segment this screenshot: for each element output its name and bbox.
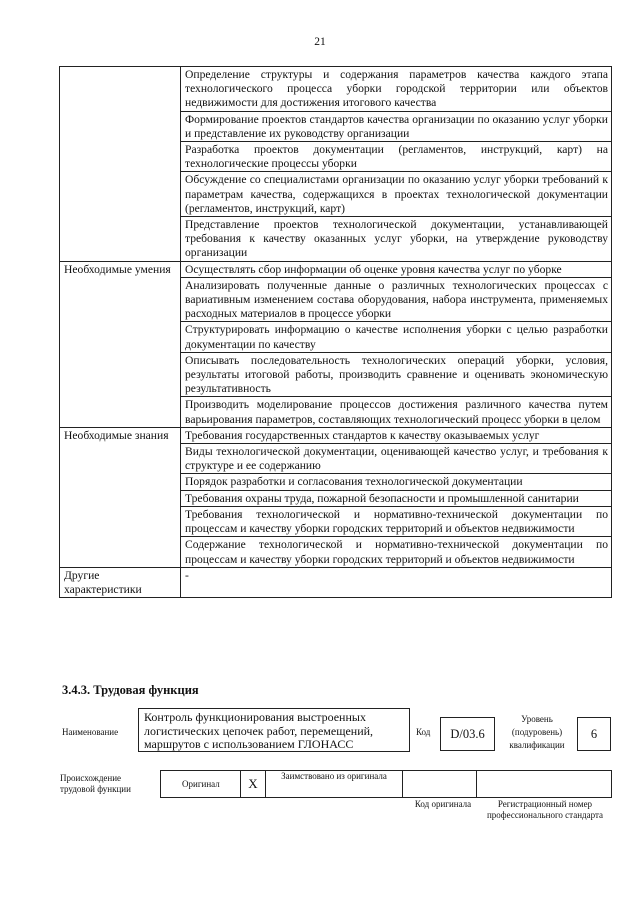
table-row [60, 490, 612, 506]
row-text: Требования государственных стандартов к качеству оказываемых услуг [181, 427, 612, 443]
row-label [60, 217, 181, 262]
table-row [60, 172, 612, 217]
row-text: Содержание технологической и нормативно-технической документации по процессам и качеству уборки городских территорий и объектов недвижимости [181, 537, 612, 567]
row-text: - [181, 567, 612, 597]
row-label [60, 537, 181, 567]
table-row [60, 444, 612, 474]
original-mark: X [240, 770, 266, 798]
table-row [60, 427, 612, 443]
row-text: Обсуждение со специалистами организации по оказанию услуг уборки требований к параметрам качества, содержащихся в проектах технологической документации (регламентов, инструкций, карт) [181, 172, 612, 217]
table-row [60, 397, 612, 427]
row-text: Анализировать полученные данные о различных технологических процессах с вариативным изменением состава оборудования, набора инструмента, применяемых расходных материалов в процессе уборки [181, 277, 612, 322]
level-label: Уровень (подуровень) квалификации [509, 714, 565, 750]
row-label [60, 277, 181, 322]
row-text: Разработка проектов документации (регламентов, инструкций, карт) на технологические процессы уборки [181, 142, 612, 172]
table-row [60, 277, 612, 322]
table-row [60, 111, 612, 141]
row-text: Требования охраны труда, пожарной безопасности и промышленной санитарии [181, 490, 612, 506]
row-label [60, 142, 181, 172]
table-row [60, 352, 612, 397]
table-row [60, 261, 612, 277]
row-text: Формирование проектов стандартов качества организации по оказанию услуг уборки и представление их руководству организации [181, 111, 612, 141]
original-code-cell [402, 770, 477, 798]
row-label: Другие характеристики [60, 567, 181, 597]
row-label [60, 111, 181, 141]
row-label [60, 67, 181, 112]
table-row [60, 506, 612, 536]
table-row [60, 567, 612, 597]
row-text: Производить моделирование процессов достижения различного качества путем варьирования параметров, составляющих технологический процесс уборки в целом [181, 397, 612, 427]
row-label [60, 322, 181, 352]
origin-label: Происхождение трудовой функции [60, 773, 131, 794]
original-label: Оригинал [182, 779, 220, 789]
row-text: Осуществлять сбор информации об оценке уровня качества услуг по уборке [181, 261, 612, 277]
borrowed-label: Заимствовано из оригинала [281, 771, 387, 781]
function-name-text: Контроль функционирования выстроенных логистических цепочек работ, перемещений, маршрутов с использованием ГЛОНАСС [144, 710, 374, 751]
table-row [60, 537, 612, 567]
table-row [60, 217, 612, 262]
table-row [60, 474, 612, 490]
row-label [60, 474, 181, 490]
row-label [60, 506, 181, 536]
row-label: Необходимые умения [60, 261, 181, 277]
competency-table [59, 66, 612, 598]
row-label [60, 397, 181, 427]
row-label [60, 490, 181, 506]
row-label [60, 172, 181, 217]
name-label: Наименование [62, 727, 119, 737]
row-label [60, 444, 181, 474]
row-text: Представление проектов технологической документации, устанавливающей требования к качеству оказанных услуг уборки, на утверждение руководству организации [181, 217, 612, 262]
function-name-value [138, 708, 410, 752]
row-text: Виды технологической документации, оценивающей качество услуг, и требования к структуре и ее содержанию [181, 444, 612, 474]
reg-caption: Регистрационный номер профессионального стандарта [486, 799, 604, 820]
code-label: Код [416, 727, 431, 737]
row-text: Описывать последовательность технологических операций уборки, условия, результаты итоговой работы, производить сравнение и оценивать экономическую результативность [181, 352, 612, 397]
row-label [60, 352, 181, 397]
code-value: D/03.6 [440, 717, 495, 751]
row-label: Необходимые знания [60, 427, 181, 443]
row-text: Требования технологической и нормативно-технической документации по процессам и качеству уборки городских территорий и объектов недвижимости [181, 506, 612, 536]
row-text: Определение структуры и содержания параметров качества каждого этапа технологического процесса уборки городской территории или объектов недвижимости для достижения итогового качества [181, 67, 612, 112]
table-row [60, 142, 612, 172]
code-caption: Код оригинала [414, 799, 472, 809]
row-text: Порядок разработки и согласования технологической документации [181, 474, 612, 490]
section-title: 3.4.3. Трудовая функция [62, 683, 199, 697]
row-text: Структурировать информацию о качестве исполнения уборки с целью разработки документации по качеству [181, 322, 612, 352]
level-value: 6 [577, 717, 611, 751]
page-number: 21 [314, 36, 326, 48]
table-row [60, 67, 612, 112]
table-row [60, 322, 612, 352]
